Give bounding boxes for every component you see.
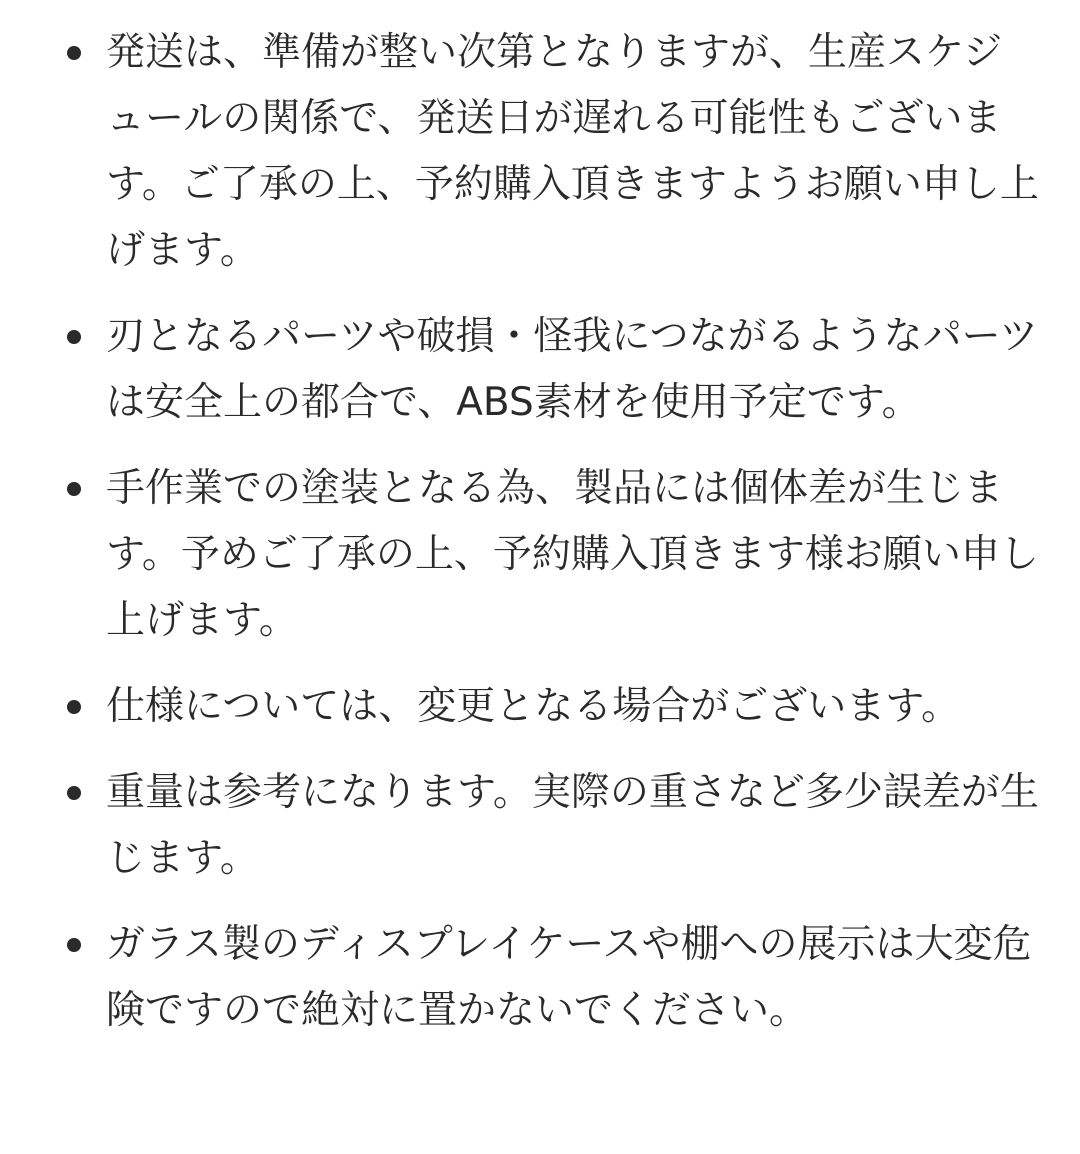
list-item (0, 912, 1080, 1044)
note-text: 仕様については、変更となる場合がございます。 (106, 684, 961, 729)
bullet-icon (67, 938, 81, 952)
notes-list (0, 20, 1080, 1064)
list-item (0, 674, 1080, 740)
note-text: 刃となるパーツや破損・怪我につながるようなパーツは安全上の都合で、ABS素材を使用予定です。 (106, 314, 1039, 425)
note-text: 手作業での塗装となる為、製品には個体差が生じます。予めご了承の上、予約購入頂きます様お願い申し上げます。 (106, 466, 1039, 643)
list-item (0, 20, 1080, 284)
note-text: ガラス製のディスプレイケースや棚への展示は大変危険ですので絶対に置かないでください。 (106, 922, 1032, 1033)
bullet-icon (67, 330, 81, 344)
note-text: 発送は、準備が整い次第となりますが、生産スケジュールの関係で、発送日が遅れる可能性もございます。ご了承の上、予約購入頂きますようお願い申し上げます。 (106, 30, 1039, 273)
bullet-icon (67, 46, 81, 60)
list-item (0, 760, 1080, 892)
bullet-icon (67, 482, 81, 496)
bullet-icon (67, 700, 81, 714)
list-item (0, 456, 1080, 654)
bullet-icon (67, 786, 81, 800)
list-item (0, 304, 1080, 436)
note-text: 重量は参考になります。実際の重さなど多少誤差が生じます。 (106, 770, 1039, 881)
